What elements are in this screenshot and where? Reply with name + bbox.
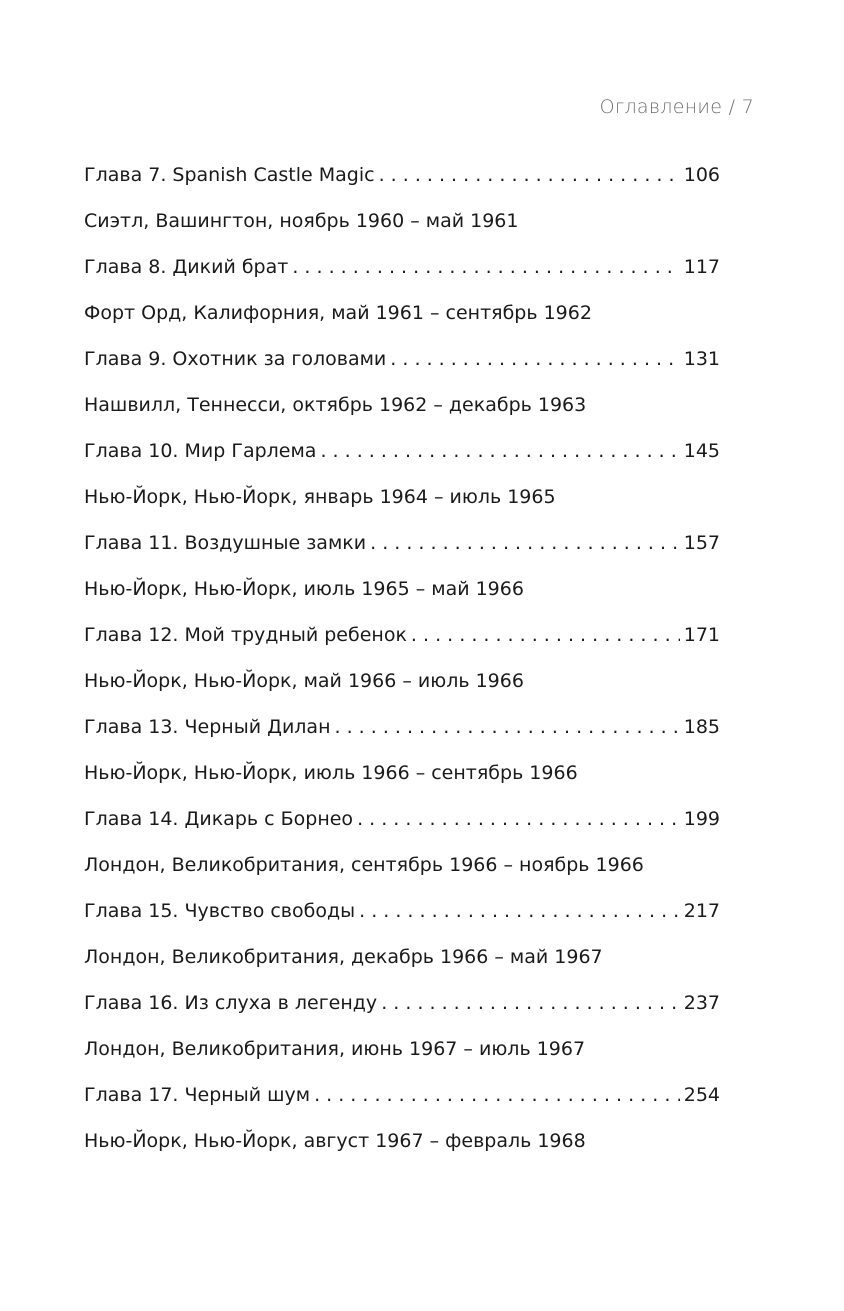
toc-place-line [84, 474, 720, 520]
toc-chapter-entry[interactable] [84, 152, 720, 198]
dot-leader [411, 624, 680, 646]
dot-leader [381, 992, 680, 1014]
table-of-contents [84, 152, 720, 1164]
chapter-title: Глава 16. Из слуха в легенду [84, 992, 378, 1014]
dot-leader [390, 348, 679, 370]
page-number: 106 [683, 164, 720, 186]
toc-place-line [84, 566, 720, 612]
toc-chapter-entry[interactable] [84, 612, 720, 658]
chapter-title: Глава 8. Дикий брат [84, 256, 289, 278]
running-header: Оглавление / 7 [599, 96, 754, 118]
page-number: 237 [683, 992, 720, 1014]
place-date-text: Нью-Йорк, Нью-Йорк, июль 1965 – май 1966 [84, 578, 524, 600]
dot-leader [292, 256, 679, 278]
toc-chapter-entry[interactable] [84, 888, 720, 934]
dot-leader [379, 164, 680, 186]
chapter-title: Глава 13. Черный Дилан [84, 716, 331, 738]
page-number: 217 [683, 900, 720, 922]
place-date-text: Нью-Йорк, Нью-Йорк, январь 1964 – июль 1965 [84, 486, 556, 508]
place-date-text: Нашвилл, Теннесси, октябрь 1962 – декабрь 1963 [84, 394, 587, 416]
toc-chapter-entry[interactable] [84, 980, 720, 1026]
page-number: 117 [683, 256, 720, 278]
page-number: 254 [683, 1084, 720, 1106]
page-number: 199 [683, 808, 720, 830]
dot-leader [370, 532, 680, 554]
toc-place-line [84, 1118, 720, 1164]
toc-place-line [84, 1026, 720, 1072]
dot-leader [359, 900, 680, 922]
toc-place-line [84, 198, 720, 244]
toc-place-line [84, 842, 720, 888]
chapter-title: Глава 7. Spanish Castle Magic [84, 164, 375, 186]
page-number: 145 [683, 440, 720, 462]
toc-chapter-entry[interactable] [84, 1072, 720, 1118]
toc-chapter-entry[interactable] [84, 428, 720, 474]
chapter-title: Глава 10. Мир Гарлема [84, 440, 317, 462]
chapter-title: Глава 14. Дикарь с Борнео [84, 808, 354, 830]
chapter-title: Глава 15. Чувство свободы [84, 900, 356, 922]
page-number: 157 [683, 532, 720, 554]
toc-chapter-entry[interactable] [84, 796, 720, 842]
dot-leader [357, 808, 680, 830]
place-date-text: Нью-Йорк, Нью-Йорк, июль 1966 – сентябрь 1966 [84, 762, 578, 784]
chapter-title: Глава 12. Мой трудный ребенок [84, 624, 407, 646]
toc-place-line [84, 934, 720, 980]
place-date-text: Лондон, Великобритания, декабрь 1966 – май 1967 [84, 946, 603, 968]
toc-chapter-entry[interactable] [84, 336, 720, 382]
page-number: 185 [683, 716, 720, 738]
toc-place-line [84, 290, 720, 336]
chapter-title: Глава 11. Воздушные замки [84, 532, 367, 554]
dot-leader [314, 1084, 680, 1106]
page-number: 171 [683, 624, 720, 646]
chapter-title: Глава 17. Черный шум [84, 1084, 311, 1106]
place-date-text: Нью-Йорк, Нью-Йорк, май 1966 – июль 1966 [84, 670, 524, 692]
dot-leader [335, 716, 680, 738]
place-date-text: Лондон, Великобритания, сентябрь 1966 – ноябрь 1966 [84, 854, 644, 876]
toc-place-line [84, 658, 720, 704]
chapter-title: Глава 9. Охотник за головами [84, 348, 387, 370]
toc-place-line [84, 382, 720, 428]
toc-chapter-entry[interactable] [84, 704, 720, 750]
place-date-text: Форт Орд, Калифорния, май 1961 – сентябрь 1962 [84, 302, 592, 324]
page-number: 131 [683, 348, 720, 370]
place-date-text: Сиэтл, Вашингтон, ноябрь 1960 – май 1961 [84, 210, 519, 232]
toc-chapter-entry[interactable] [84, 244, 720, 290]
toc-chapter-entry[interactable] [84, 520, 720, 566]
toc-place-line [84, 750, 720, 796]
place-date-text: Нью-Йорк, Нью-Йорк, август 1967 – февраль 1968 [84, 1130, 586, 1152]
dot-leader [320, 440, 679, 462]
place-date-text: Лондон, Великобритания, июнь 1967 – июль 1967 [84, 1038, 586, 1060]
